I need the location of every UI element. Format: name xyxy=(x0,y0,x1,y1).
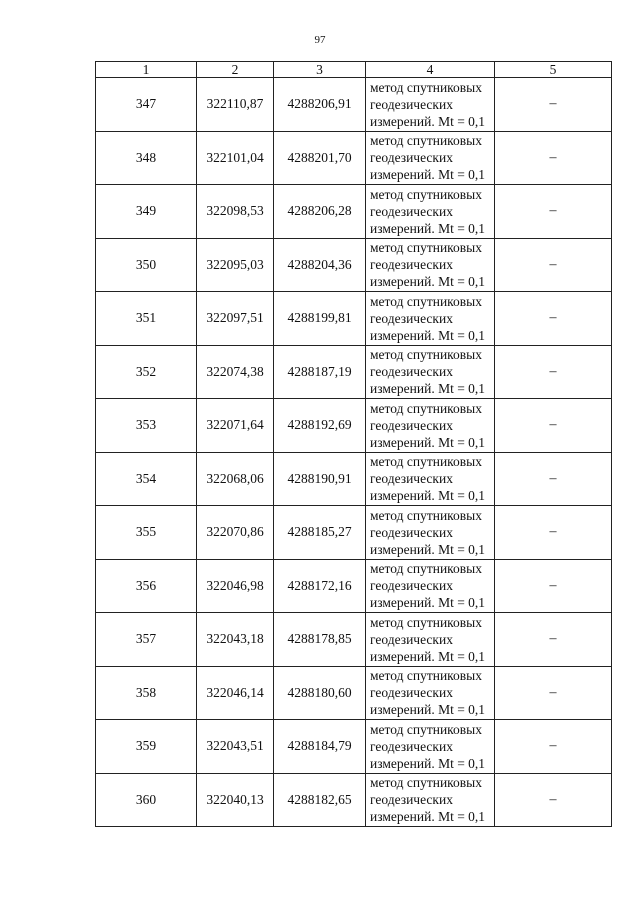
method-text-line: геодезических xyxy=(370,150,453,166)
x-coordinate-cell: 322097,51 xyxy=(197,292,274,346)
column-header-4: 4 xyxy=(366,62,495,78)
method-cell xyxy=(366,292,495,346)
method-text-line: измерений. Mt = 0,1 xyxy=(370,167,486,183)
table-row xyxy=(96,720,612,774)
table-row xyxy=(96,559,612,613)
method-text-line: измерений. Mt = 0,1 xyxy=(370,809,486,825)
point-number-cell: 352 xyxy=(96,345,197,399)
method-text-line: измерений. Mt = 0,1 xyxy=(370,488,486,504)
x-coordinate-cell: 322071,64 xyxy=(197,399,274,453)
y-coordinate-cell: 4288178,85 xyxy=(274,613,366,667)
method-text-line: измерений. Mt = 0,1 xyxy=(370,755,486,771)
method-text-line: метод спутниковых xyxy=(370,133,482,149)
point-number-cell: 351 xyxy=(96,292,197,346)
coordinates-table xyxy=(95,61,612,827)
y-coordinate-cell: 4288182,65 xyxy=(274,773,366,827)
x-coordinate-cell: 322070,86 xyxy=(197,506,274,560)
note-cell: – xyxy=(495,666,612,720)
method-cell xyxy=(366,78,495,132)
method-text-line: геодезических xyxy=(370,738,453,754)
x-coordinate-cell: 322046,14 xyxy=(197,666,274,720)
x-coordinate-cell: 322098,53 xyxy=(197,185,274,239)
x-coordinate-cell: 322068,06 xyxy=(197,452,274,506)
method-text-line: метод спутниковых xyxy=(370,400,482,416)
point-number-cell: 347 xyxy=(96,78,197,132)
method-text-line: геодезических xyxy=(370,685,453,701)
method-text-line: измерений. Mt = 0,1 xyxy=(370,434,486,450)
method-cell xyxy=(366,720,495,774)
note-cell: – xyxy=(495,559,612,613)
point-number-cell: 360 xyxy=(96,773,197,827)
method-text-line: метод спутниковых xyxy=(370,614,482,630)
y-coordinate-cell: 4288185,27 xyxy=(274,506,366,560)
method-text-line: измерений. Mt = 0,1 xyxy=(370,381,486,397)
y-coordinate-cell: 4288206,28 xyxy=(274,185,366,239)
method-cell xyxy=(366,399,495,453)
method-text-line: метод спутниковых xyxy=(370,293,482,309)
point-number-cell: 349 xyxy=(96,185,197,239)
table-row xyxy=(96,131,612,185)
column-header-3: 3 xyxy=(274,62,366,78)
method-cell xyxy=(366,131,495,185)
method-text-line: измерений. Mt = 0,1 xyxy=(370,648,486,664)
note-cell: – xyxy=(495,720,612,774)
method-text-line: метод спутниковых xyxy=(370,347,482,363)
method-text-line: измерений. Mt = 0,1 xyxy=(370,541,486,557)
page-number: 97 xyxy=(314,34,326,46)
column-header-1: 1 xyxy=(96,62,197,78)
table-row xyxy=(96,185,612,239)
note-cell: – xyxy=(495,452,612,506)
method-text-line: геодезических xyxy=(370,203,453,219)
point-number-cell: 354 xyxy=(96,452,197,506)
method-text-line: метод спутниковых xyxy=(370,561,482,577)
method-text-line: геодезических xyxy=(370,524,453,540)
method-text-line: измерений. Mt = 0,1 xyxy=(370,327,486,343)
method-text-line: метод спутниковых xyxy=(370,721,482,737)
point-number-cell: 357 xyxy=(96,613,197,667)
y-coordinate-cell: 4288204,36 xyxy=(274,238,366,292)
y-coordinate-cell: 4288172,16 xyxy=(274,559,366,613)
table-row xyxy=(96,452,612,506)
method-text-line: геодезических xyxy=(370,578,453,594)
point-number-cell: 350 xyxy=(96,238,197,292)
table-row xyxy=(96,613,612,667)
method-text-line: геодезических xyxy=(370,257,453,273)
method-text-line: метод спутниковых xyxy=(370,240,482,256)
note-cell: – xyxy=(495,345,612,399)
method-text-line: измерений. Mt = 0,1 xyxy=(370,702,486,718)
point-number-cell: 359 xyxy=(96,720,197,774)
column-header-2: 2 xyxy=(197,62,274,78)
table-row xyxy=(96,345,612,399)
method-cell xyxy=(366,666,495,720)
method-text-line: измерений. Mt = 0,1 xyxy=(370,595,486,611)
note-cell: – xyxy=(495,506,612,560)
method-text-line: измерений. Mt = 0,1 xyxy=(370,220,486,236)
method-text-line: геодезических xyxy=(370,631,453,647)
table-header xyxy=(96,62,612,78)
point-number-cell: 358 xyxy=(96,666,197,720)
method-cell xyxy=(366,506,495,560)
table-row xyxy=(96,773,612,827)
method-cell xyxy=(366,345,495,399)
point-number-cell: 356 xyxy=(96,559,197,613)
method-cell xyxy=(366,452,495,506)
y-coordinate-cell: 4288201,70 xyxy=(274,131,366,185)
method-text-line: геодезических xyxy=(370,792,453,808)
x-coordinate-cell: 322110,87 xyxy=(197,78,274,132)
method-text-line: метод спутниковых xyxy=(370,775,482,791)
x-coordinate-cell: 322095,03 xyxy=(197,238,274,292)
point-number-cell: 353 xyxy=(96,399,197,453)
method-cell xyxy=(366,238,495,292)
y-coordinate-cell: 4288190,91 xyxy=(274,452,366,506)
table-row xyxy=(96,399,612,453)
method-cell xyxy=(366,773,495,827)
x-coordinate-cell: 322043,18 xyxy=(197,613,274,667)
method-text-line: геодезических xyxy=(370,364,453,380)
table-row xyxy=(96,292,612,346)
method-text-line: геодезических xyxy=(370,471,453,487)
method-cell xyxy=(366,559,495,613)
note-cell: – xyxy=(495,131,612,185)
method-text-line: метод спутниковых xyxy=(370,668,482,684)
x-coordinate-cell: 322074,38 xyxy=(197,345,274,399)
point-number-cell: 355 xyxy=(96,506,197,560)
method-text-line: метод спутниковых xyxy=(370,79,482,95)
x-coordinate-cell: 322101,04 xyxy=(197,131,274,185)
note-cell: – xyxy=(495,185,612,239)
table-row xyxy=(96,666,612,720)
method-text-line: геодезических xyxy=(370,310,453,326)
method-text-line: метод спутниковых xyxy=(370,454,482,470)
method-text-line: метод спутниковых xyxy=(370,186,482,202)
method-text-line: геодезических xyxy=(370,417,453,433)
note-cell: – xyxy=(495,613,612,667)
method-text-line: геодезических xyxy=(370,96,453,112)
note-cell: – xyxy=(495,773,612,827)
y-coordinate-cell: 4288206,91 xyxy=(274,78,366,132)
method-cell xyxy=(366,185,495,239)
point-number-cell: 348 xyxy=(96,131,197,185)
method-text-line: измерений. Mt = 0,1 xyxy=(370,274,486,290)
table-body xyxy=(96,78,612,827)
table-row xyxy=(96,506,612,560)
column-header-5: 5 xyxy=(495,62,612,78)
y-coordinate-cell: 4288199,81 xyxy=(274,292,366,346)
y-coordinate-cell: 4288187,19 xyxy=(274,345,366,399)
note-cell: – xyxy=(495,399,612,453)
table-row xyxy=(96,238,612,292)
header-row xyxy=(96,62,612,78)
method-cell xyxy=(366,613,495,667)
x-coordinate-cell: 322043,51 xyxy=(197,720,274,774)
y-coordinate-cell: 4288192,69 xyxy=(274,399,366,453)
table-row xyxy=(96,78,612,132)
note-cell: – xyxy=(495,78,612,132)
note-cell: – xyxy=(495,292,612,346)
x-coordinate-cell: 322046,98 xyxy=(197,559,274,613)
note-cell: – xyxy=(495,238,612,292)
x-coordinate-cell: 322040,13 xyxy=(197,773,274,827)
method-text-line: измерений. Mt = 0,1 xyxy=(370,113,486,129)
y-coordinate-cell: 4288180,60 xyxy=(274,666,366,720)
y-coordinate-cell: 4288184,79 xyxy=(274,720,366,774)
method-text-line: метод спутниковых xyxy=(370,507,482,523)
